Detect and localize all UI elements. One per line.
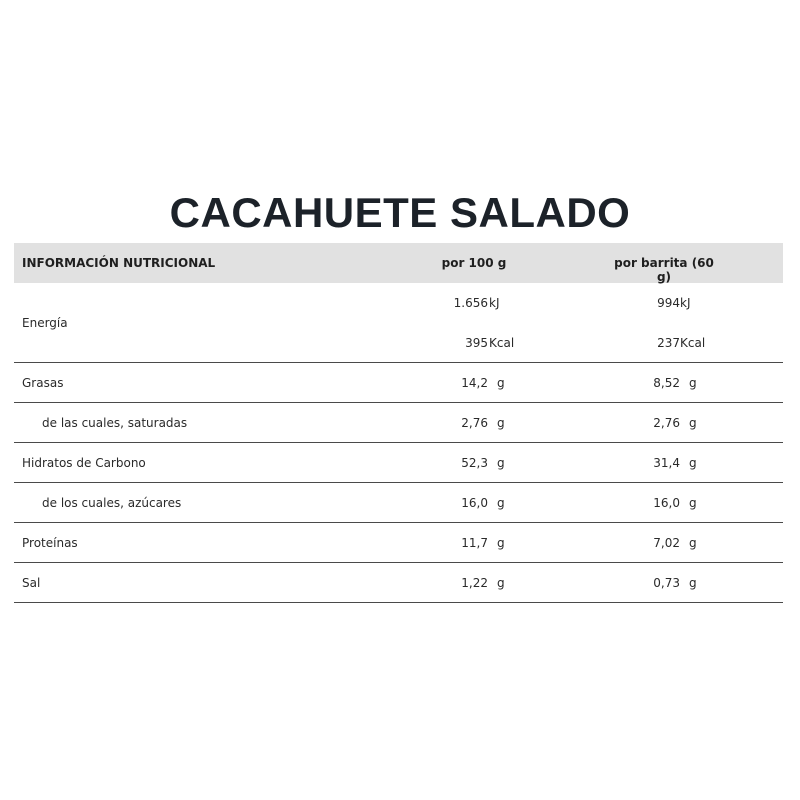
table-row (14, 563, 783, 603)
value-per-bar: 16,0 (653, 496, 680, 510)
table-row (14, 523, 783, 563)
row-label: Sal (22, 576, 41, 590)
table-row (14, 443, 783, 483)
header-per-100g: por 100 g (441, 256, 507, 270)
value-per-bar: 0,73 (653, 576, 680, 590)
table-row-energy (14, 283, 783, 363)
value-per-100g: 14,2 (461, 376, 488, 390)
energy-kcal-per-bar: 237 (657, 336, 680, 350)
energy-kcal-unit: Kcal (489, 336, 515, 350)
value-per-bar: 2,76 (653, 416, 680, 430)
row-label: de los cuales, azúcares (42, 496, 182, 510)
value-per-100g: 11,7 (461, 536, 488, 550)
unit: g (689, 456, 697, 470)
unit: g (689, 576, 697, 590)
nutrition-table (14, 243, 783, 603)
unit: g (689, 416, 697, 430)
unit: g (689, 496, 697, 510)
unit: g (497, 376, 505, 390)
table-row (14, 363, 783, 403)
value-per-bar: 8,52 (653, 376, 680, 390)
row-label: Grasas (22, 376, 64, 390)
unit: g (497, 576, 505, 590)
unit: g (689, 376, 697, 390)
unit: g (497, 496, 505, 510)
value-per-bar: 31,4 (653, 456, 680, 470)
row-label: Proteínas (22, 536, 78, 550)
unit: g (497, 456, 505, 470)
table-row (14, 403, 783, 443)
value-per-100g: 2,76 (461, 416, 488, 430)
unit: g (497, 416, 505, 430)
value-per-100g: 16,0 (461, 496, 488, 510)
energy-kcal-per-100g: 395 (465, 336, 488, 350)
value-per-bar: 7,02 (653, 536, 680, 550)
energy-kj-per-bar: 994 (657, 296, 680, 310)
header-label: INFORMACIÓN NUTRICIONAL (22, 256, 216, 270)
unit: g (497, 536, 505, 550)
energy-kj-unit: kJ (489, 296, 500, 310)
table-row (14, 483, 783, 523)
unit: g (689, 536, 697, 550)
row-label: Energía (22, 316, 68, 330)
energy-kj-per-100g: 1.656 (453, 296, 488, 310)
energy-kcal-unit: Kcal (680, 336, 706, 350)
row-label: Hidratos de Carbono (22, 456, 146, 470)
value-per-100g: 52,3 (461, 456, 488, 470)
header-per-bar: por barrita (60 g) (614, 256, 714, 284)
product-title: CACAHUETE SALADO (169, 189, 631, 236)
table-header (14, 243, 783, 283)
row-label: de las cuales, saturadas (42, 416, 188, 430)
energy-kj-unit: kJ (680, 296, 691, 310)
value-per-100g: 1,22 (461, 576, 488, 590)
